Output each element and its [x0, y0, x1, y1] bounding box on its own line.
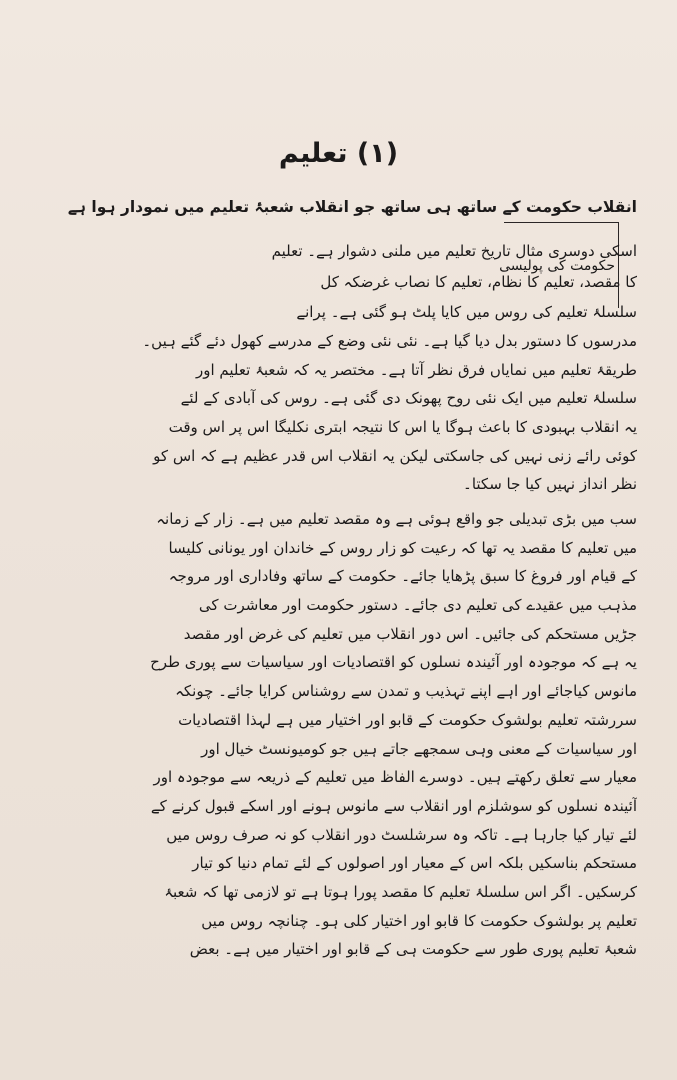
- text-line: مدرسوں کا دستور بدل دیا گیا ہے۔ نئی نئی وضع کے مدرسے کھول دئے گئے ہیں۔: [142, 332, 637, 350]
- paragraph-3: [32, 505, 637, 964]
- lead-line: انقلاب حکومت کے ساتھ ہی ساتھ جو انقلاب شعبۂ تعلیم میں نمودار ہوا ہے: [67, 198, 637, 216]
- text-line: لئے تیار کیا جارہا ہے۔ تاکہ وہ سرشلسٹ دور انقلاب کو نہ صرف روس میں: [166, 825, 637, 844]
- text-line: نظر انداز نہیں کیا جا سکتا۔: [463, 475, 637, 494]
- text-line: مذہب میں عقیدے کی تعلیم دی جائے۔ دستور حکومت اور معاشرت کی: [198, 596, 637, 615]
- text-line: جڑیں مستحکم کی جائیں۔ اس دور انقلاب میں تعلیم کی غرض اور مقصد: [183, 624, 637, 643]
- text-line: اسکی دوسری مثال تاریخ تعلیم میں ملنی دشوار ہے۔ تعلیم: [271, 242, 637, 260]
- text-line: سب میں بڑی تبدیلی جو واقع ہوئی ہے وہ مقصد تعلیم میں ہے۔ زار کے زمانہ: [156, 510, 637, 528]
- paragraph-2: [32, 327, 637, 499]
- text-line: کے قیام اور فروغ کا سبق پڑھایا جائے۔ حکومت کے ساتھ وفاداری اور مروجہ: [168, 567, 637, 586]
- text-line: تعلیم پر بولشوک حکومت کا قابو اور اختیار کلی ہو۔ چنانچہ روس میں: [201, 911, 637, 930]
- text-line: یہ ہے کہ موجودہ اور آئیندہ نسلوں کو اقتصادیات اور سیاسیات سے پوری طرح: [150, 653, 637, 672]
- paragraph-1: [207, 236, 637, 328]
- text-line: اور سیاسیات کے معنی وہی سمجھے جاتے ہیں جو کومیونسٹ خیال اور: [201, 739, 637, 758]
- text-line: مانوس کیاجائے اور اہے اپنے تہذیب و تمدن سے روشناس کرایا جائے۔ چونکہ: [175, 682, 637, 701]
- text-line: کوئی رائے زنی نہیں کی جاسکتی لیکن یہ انقلاب اس قدر عظیم ہے کہ اس کو: [153, 446, 637, 465]
- text-line: کرسکیں۔ اگر اس سلسلۂ تعلیم کا مقصد پورا ہوتا ہے تو لازمی تھا کہ شعبۂ: [164, 882, 637, 901]
- text-line: میں تعلیم کا مقصد یہ تھا کہ رعیت کو زار روس کے خاندان اور یونانی کلیسا: [168, 538, 637, 557]
- text-line: سلسلۂ تعلیم کی روس میں کایا پلٹ ہو گئی ہے۔ پرانے: [296, 303, 637, 321]
- text-line: شعبۂ تعلیم پوری طور سے حکومت ہی کے قابو اور اختیار میں ہے۔ بعض: [189, 940, 637, 959]
- text-line: یہ انقلاب بہبودی کا باعث ہوگا یا اس کا نتیجہ ابتری نکلیگا اس پر اس وقت: [168, 418, 637, 437]
- text-line: معیار سے تعلق رکھتے ہیں۔ دوسرے الفاظ میں تعلیم کے ذریعہ سے موجودہ اور: [153, 768, 637, 787]
- text-line: کا مقصد، تعلیم کا نظام، تعلیم کا نصاب غرضکہ کل: [320, 272, 637, 291]
- text-line: سلسلۂ تعلیم میں ایک نئی روح پھونک دی گئی ہے۔ روس کی آبادی کے لئے: [180, 389, 637, 408]
- margin-note: حکومت کی پولیسی: [499, 258, 615, 274]
- text-line: طریقۂ تعلیم میں نمایاں فرق نظر آتا ہے۔ مختصر یہ کہ شعبۂ تعلیم اور: [196, 360, 637, 379]
- text-line: مستحکم بناسکیں بلکہ اس کے معیار اور اصولوں کے لئے تمام دنیا کو تیار: [192, 854, 637, 873]
- text-line: سررشتہ تعلیم بولشوک حکومت کے قابو اور اختیار میں ہے لہذا اقتصادیات: [178, 710, 637, 729]
- sidenote-top-rule: [504, 222, 619, 223]
- text-line: آئیندہ نسلوں کو سوشلزم اور انقلاب سے مانوس ہونے اور اسکے قبول کرنے کے: [150, 796, 637, 815]
- chapter-title: (۱) تعلیم: [278, 138, 399, 169]
